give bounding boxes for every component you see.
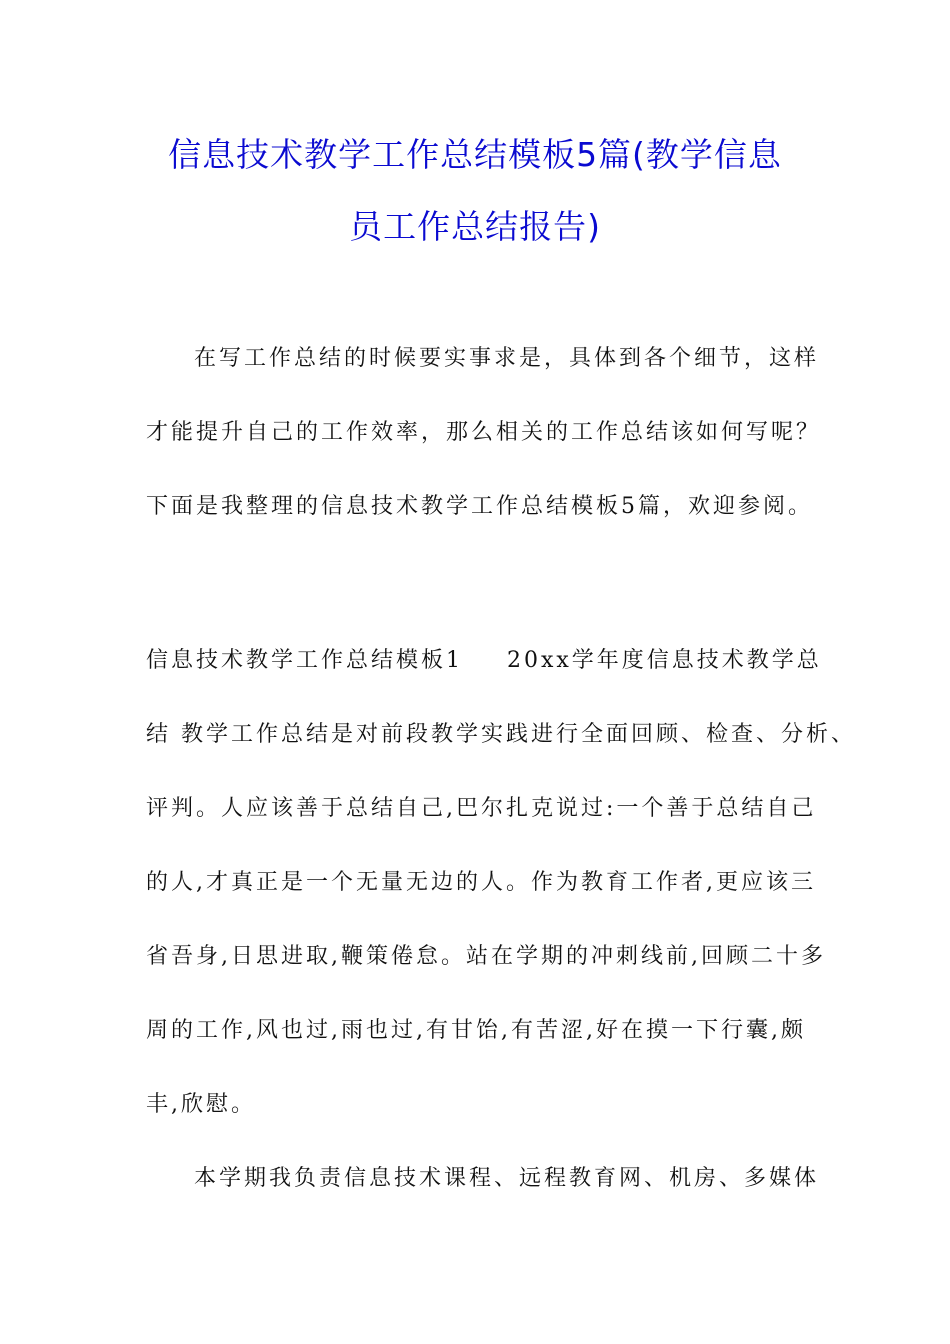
section1-heading: 信息技术教学工作总结模板1	[146, 648, 463, 673]
intro-line-3: 下面是我整理的信息技术教学工作总结模板5篇，欢迎参阅。	[146, 494, 813, 519]
section1-paragraph2-line-1: 本学期我负责信息技术课程、远程教育网、机房、多媒体	[194, 1166, 820, 1191]
section1-line-5: 周的工作,风也过,雨也过,有甘饴,有苦涩,好在摸一下行囊,颇	[146, 1018, 806, 1043]
section1-line-2: 评判。人应该善于总结自己,巴尔扎克说过:一个善于总结自己	[146, 796, 817, 821]
intro-line-2: 才能提升自己的工作效率，那么相关的工作总结该如何写呢？	[146, 420, 822, 445]
document-title-line-1: 信息技术教学工作总结模板5篇(教学信息	[168, 135, 782, 174]
section1-line-4: 省吾身,日思进取,鞭策倦怠。站在学期的冲刺线前,回顾二十多	[146, 944, 826, 969]
section1-line-3: 的人,才真正是一个无量无边的人。作为教育工作者,更应该三	[146, 870, 816, 895]
section1-subheading: 20xx学年度信息技术教学总	[507, 648, 822, 673]
section1-line-6: 丰,欣慰。	[146, 1092, 256, 1117]
section1-heading-line	[146, 650, 836, 672]
document-title-line-2: 员工作总结报告)	[349, 207, 601, 246]
section1-line-1: 结 教学工作总结是对前段教学实践进行全面回顾、检查、分析、	[146, 722, 856, 747]
intro-line-1: 在写工作总结的时候要实事求是，具体到各个细节，这样	[194, 346, 820, 371]
